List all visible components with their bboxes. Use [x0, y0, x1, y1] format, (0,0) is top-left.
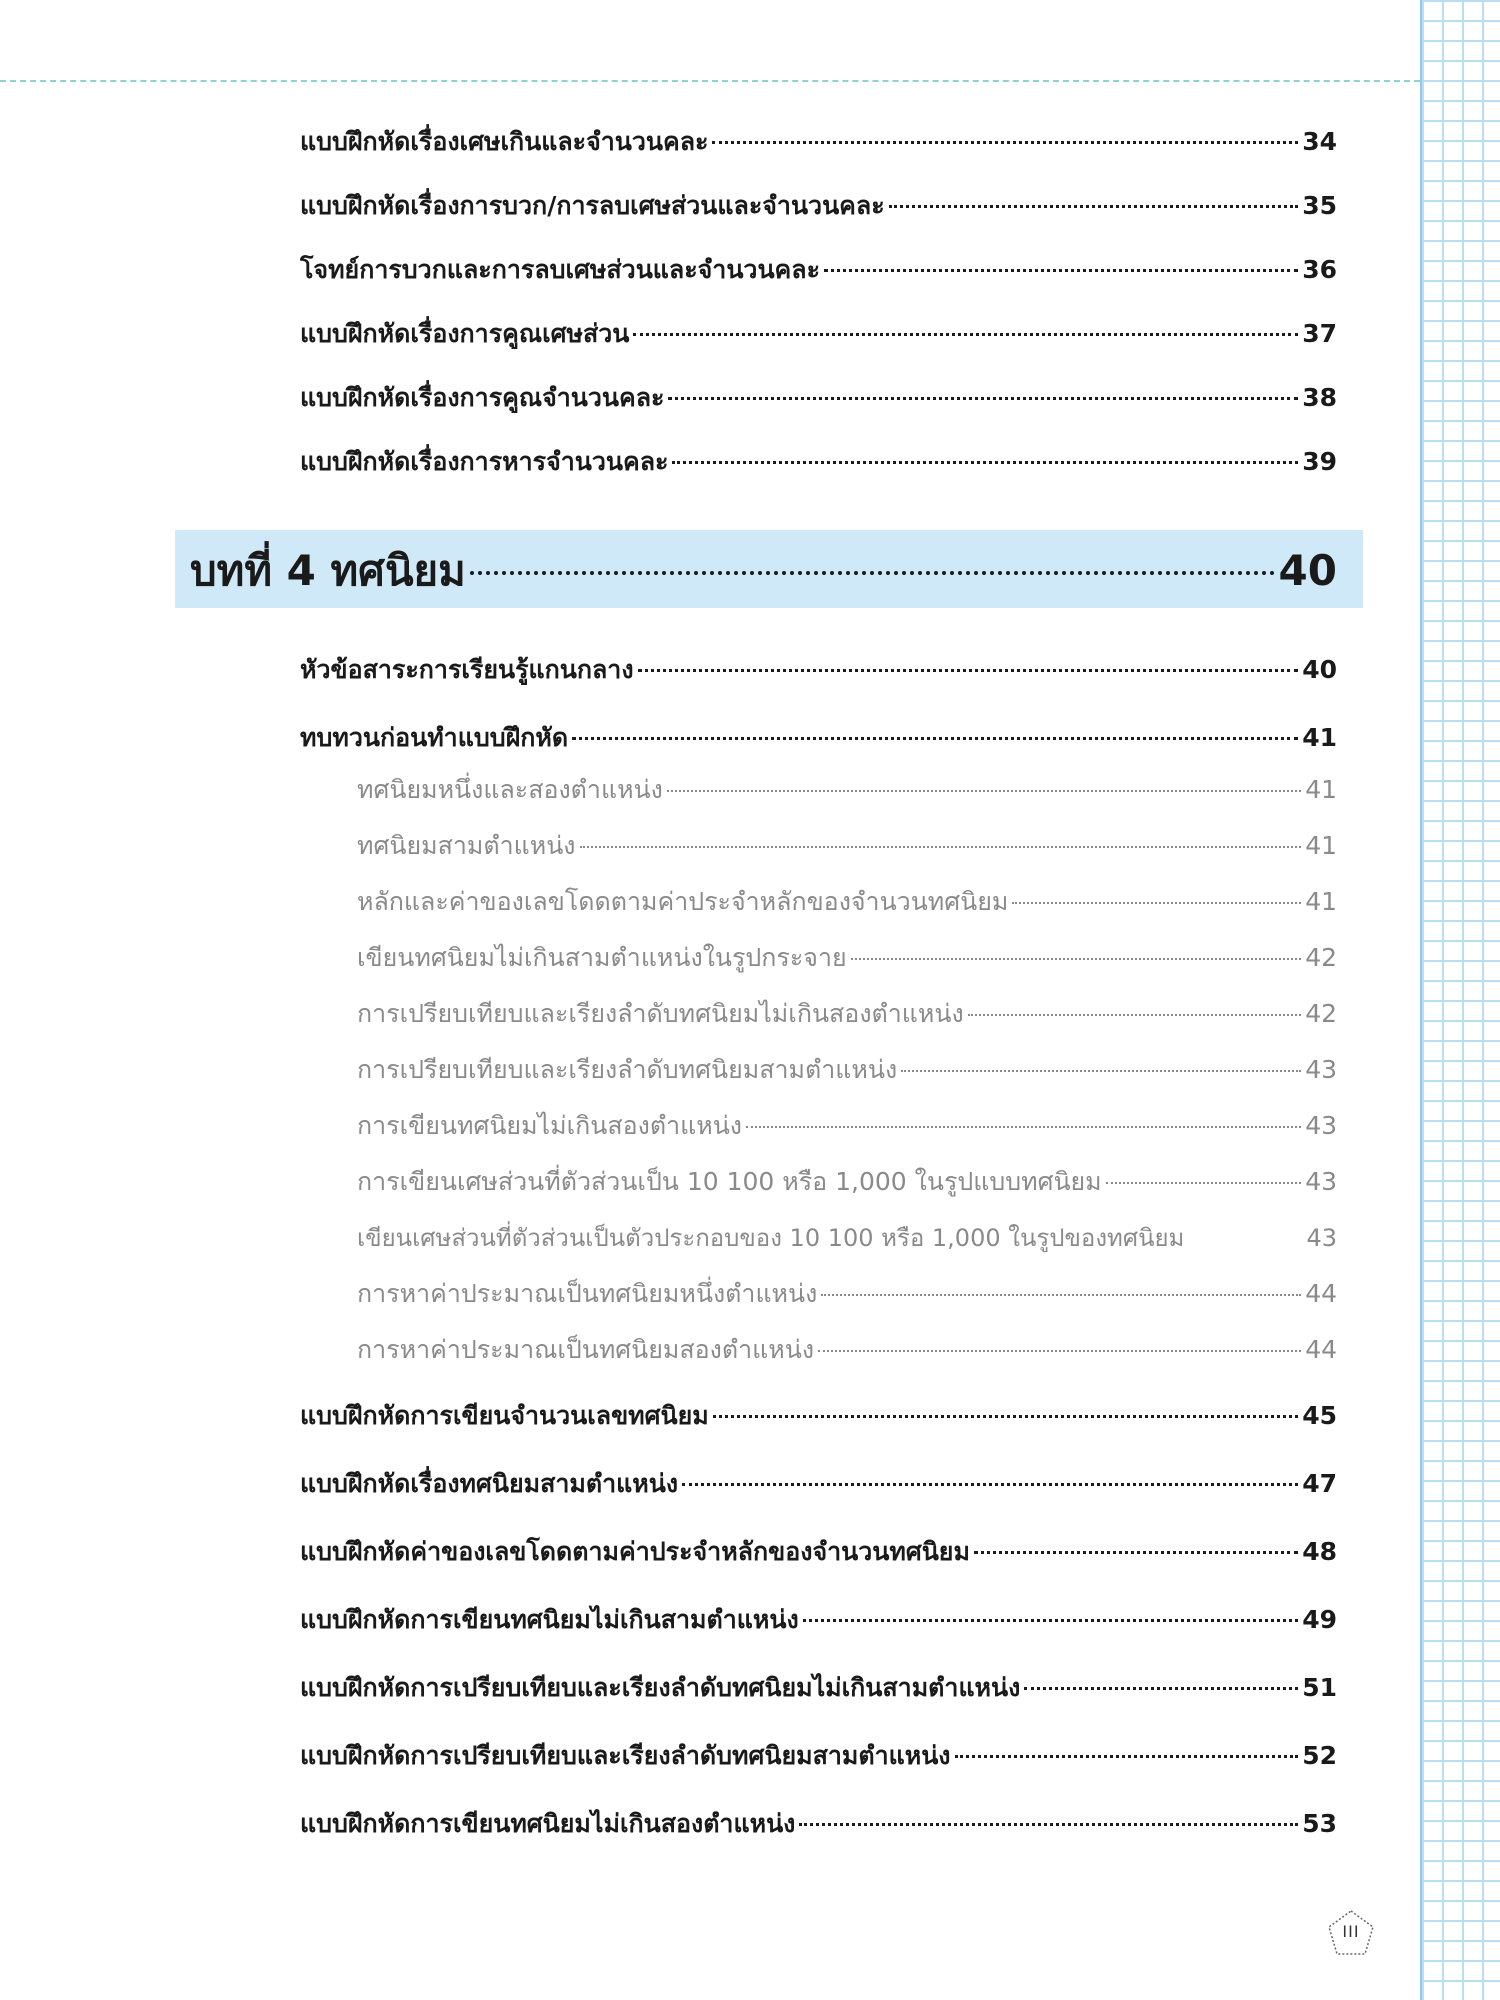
toc-subentry-page: 42 — [1305, 999, 1337, 1028]
toc-subentry-page: 41 — [1305, 831, 1337, 860]
page-number: III — [1342, 1922, 1360, 1941]
leader-dots — [889, 205, 1299, 208]
chapter-page: 40 — [1278, 546, 1337, 595]
toc-subentry-page: 44 — [1305, 1335, 1337, 1364]
toc-subentry[interactable] — [357, 1330, 1337, 1370]
toc-entry-page: 41 — [1302, 723, 1337, 752]
toc-entry-label: แบบฝึกหัดการเขียนทศนิยมไม่เกินสองตำแหน่ง — [300, 1809, 796, 1838]
toc-subentry[interactable] — [357, 826, 1337, 866]
toc-entry[interactable] — [300, 1736, 1337, 1776]
toc-entry[interactable] — [300, 1668, 1337, 1708]
leader-dots — [667, 790, 1301, 792]
toc-subentry-label: การเปรียบเทียบและเรียงลำดับทศนิยมสามตำแหน่ง — [357, 1055, 898, 1084]
toc-entry-page: 38 — [1302, 383, 1337, 412]
grid-paper-margin — [1420, 0, 1500, 2000]
leader-dots — [633, 333, 1298, 336]
toc-entry-label: แบบฝึกหัดการเปรียบเทียบและเรียงลำดับทศนิยมไม่เกินสามตำแหน่ง — [300, 1673, 1021, 1702]
toc-subentry-label: การหาค่าประมาณเป็นทศนิยมสองตำแหน่ง — [357, 1335, 815, 1364]
toc-entry-page: 51 — [1302, 1673, 1337, 1702]
toc-subentry-label: ทศนิยมสามตำแหน่ง — [357, 831, 576, 860]
toc-entry-page: 49 — [1302, 1605, 1337, 1634]
leader-dots — [818, 1350, 1301, 1352]
toc-subentry-label: การเปรียบเทียบและเรียงลำดับทศนิยมไม่เกินสองตำแหน่ง — [357, 999, 964, 1028]
toc-subentry[interactable] — [357, 882, 1337, 922]
toc-entry[interactable] — [300, 1464, 1337, 1504]
leader-dots — [851, 958, 1302, 960]
toc-subentry[interactable] — [357, 1274, 1337, 1314]
toc-entry-page: 45 — [1302, 1401, 1337, 1430]
toc-entry-page: 48 — [1302, 1537, 1337, 1566]
toc-entry-label: แบบฝึกหัดการเขียนจำนวนเลขทศนิยม — [300, 1401, 709, 1430]
toc-entry-page: 40 — [1302, 655, 1337, 684]
toc-subentry[interactable] — [357, 770, 1337, 810]
toc-entry[interactable] — [300, 250, 1337, 290]
toc-subentry-page: 42 — [1305, 943, 1337, 972]
leader-dots — [580, 846, 1302, 848]
toc-entry-page: 39 — [1302, 447, 1337, 476]
leader-dots — [470, 571, 1275, 575]
leader-dots — [682, 1483, 1298, 1486]
toc-entry-label: แบบฝึกหัดค่าของเลขโดดตามค่าประจำหลักของจำนวนทศนิยม — [300, 1537, 970, 1566]
toc-subentry[interactable] — [357, 1050, 1337, 1090]
toc-subentry-page: 43 — [1305, 1055, 1337, 1084]
toc-subentry-label: การเขียนทศนิยมไม่เกินสองตำแหน่ง — [357, 1111, 743, 1140]
toc-subentry-page: 44 — [1305, 1279, 1337, 1308]
toc-entry-label: แบบฝึกหัดเรื่องการคูณจำนวนคละ — [300, 383, 665, 412]
leader-dots — [713, 1415, 1298, 1418]
toc-entry-label: แบบฝึกหัดเรื่องการหารจำนวนคละ — [300, 447, 669, 476]
leader-dots — [1012, 902, 1301, 904]
toc-entry[interactable] — [300, 442, 1337, 482]
leader-dots — [712, 141, 1298, 144]
leader-dots — [824, 269, 1298, 272]
toc-entry-page: 53 — [1302, 1809, 1337, 1838]
toc-subentry-label: การเขียนเศษส่วนที่ตัวส่วนเป็น 10 100 หรือ 1,000 ในรูปแบบทศนิยม — [357, 1167, 1102, 1196]
toc-subentry-label: ทศนิยมหนึ่งและสองตำแหน่ง — [357, 775, 663, 804]
toc-entry-page: 35 — [1302, 191, 1337, 220]
toc-entry-page: 52 — [1302, 1741, 1337, 1770]
toc-subentry-page: 43 — [1305, 1111, 1337, 1140]
toc-entry[interactable] — [300, 1396, 1337, 1436]
leader-dots — [821, 1294, 1301, 1296]
leader-dots — [955, 1755, 1299, 1758]
toc-subentry-page: 43 — [1305, 1167, 1337, 1196]
toc-entry-label: แบบฝึกหัดเรื่องเศษเกินและจำนวนคละ — [300, 127, 709, 156]
toc-subentry-page: 41 — [1305, 775, 1337, 804]
toc-subentry[interactable] — [357, 1106, 1337, 1146]
toc-entry-label: โจทย์การบวกและการลบเศษส่วนและจำนวนคละ — [300, 255, 821, 284]
leader-dots — [638, 669, 1299, 672]
toc-entry[interactable] — [300, 1600, 1337, 1640]
toc-entry[interactable] — [300, 1532, 1337, 1572]
leader-dots — [1106, 1182, 1302, 1184]
toc-entry-label: แบบฝึกหัดเรื่องทศนิยมสามตำแหน่ง — [300, 1469, 679, 1498]
toc-entry[interactable] — [300, 650, 1337, 690]
top-dashed-rule — [0, 80, 1420, 82]
toc-subentry-label: การหาค่าประมาณเป็นทศนิยมหนึ่งตำแหน่ง — [357, 1279, 818, 1308]
toc-entry[interactable] — [300, 186, 1337, 226]
toc-subentry[interactable] — [357, 938, 1337, 978]
toc-entry-page: 47 — [1302, 1469, 1337, 1498]
toc-entry-label: แบบฝึกหัดการเขียนทศนิยมไม่เกินสามตำแหน่ง — [300, 1605, 799, 1634]
leader-dots — [803, 1619, 1299, 1622]
leader-dots — [799, 1823, 1298, 1826]
leader-dots — [746, 1126, 1301, 1128]
toc-subentry-label: หลักและค่าของเลขโดดตามค่าประจำหลักของจำนวนทศนิยม — [357, 887, 1009, 916]
leader-dots — [572, 737, 1298, 740]
toc-entry-label: แบบฝึกหัดการเปรียบเทียบและเรียงลำดับทศนิยมสามตำแหน่ง — [300, 1741, 951, 1770]
toc-entry[interactable] — [300, 718, 1337, 758]
toc-entry[interactable] — [300, 314, 1337, 354]
leader-dots — [668, 397, 1298, 400]
toc-subentry-label: เขียนทศนิยมไม่เกินสามตำแหน่งในรูปกระจาย — [357, 943, 847, 972]
leader-dots — [1024, 1687, 1298, 1690]
toc-entry-label: แบบฝึกหัดเรื่องการคูณเศษส่วน — [300, 319, 630, 348]
leader-dots — [974, 1551, 1298, 1554]
toc-entry[interactable] — [300, 1804, 1337, 1844]
toc-subentry[interactable] — [357, 1162, 1337, 1202]
toc-subentry-page: 41 — [1305, 887, 1337, 916]
toc-entry-label: แบบฝึกหัดเรื่องการบวก/การลบเศษส่วนและจำนวนคละ — [300, 191, 885, 220]
toc-entry-label: ทบทวนก่อนทำแบบฝึกหัด — [300, 723, 569, 752]
toc-entry-label: หัวข้อสาระการเรียนรู้แกนกลาง — [300, 655, 634, 684]
leader-dots — [968, 1014, 1301, 1016]
toc-entry-page: 37 — [1302, 319, 1337, 348]
leader-dots — [901, 1070, 1301, 1072]
toc-entry-page: 36 — [1302, 255, 1337, 284]
chapter-heading[interactable] — [190, 538, 1337, 604]
chapter-title: บทที่ 4 ทศนิยม — [190, 546, 466, 595]
toc-entry-page: 34 — [1302, 127, 1337, 156]
toc-subentry-page: 43 — [1306, 1224, 1337, 1252]
toc-subentry[interactable] — [357, 1218, 1337, 1257]
toc-entry[interactable] — [300, 378, 1337, 418]
toc-subentry[interactable] — [357, 994, 1337, 1034]
leader-dots — [1188, 1238, 1302, 1240]
leader-dots — [672, 461, 1298, 464]
toc-subentry-label: เขียนเศษส่วนที่ตัวส่วนเป็นตัวประกอบของ 10 100 หรือ 1,000 ในรูปของทศนิยม — [357, 1224, 1185, 1252]
toc-entry[interactable] — [300, 122, 1337, 162]
